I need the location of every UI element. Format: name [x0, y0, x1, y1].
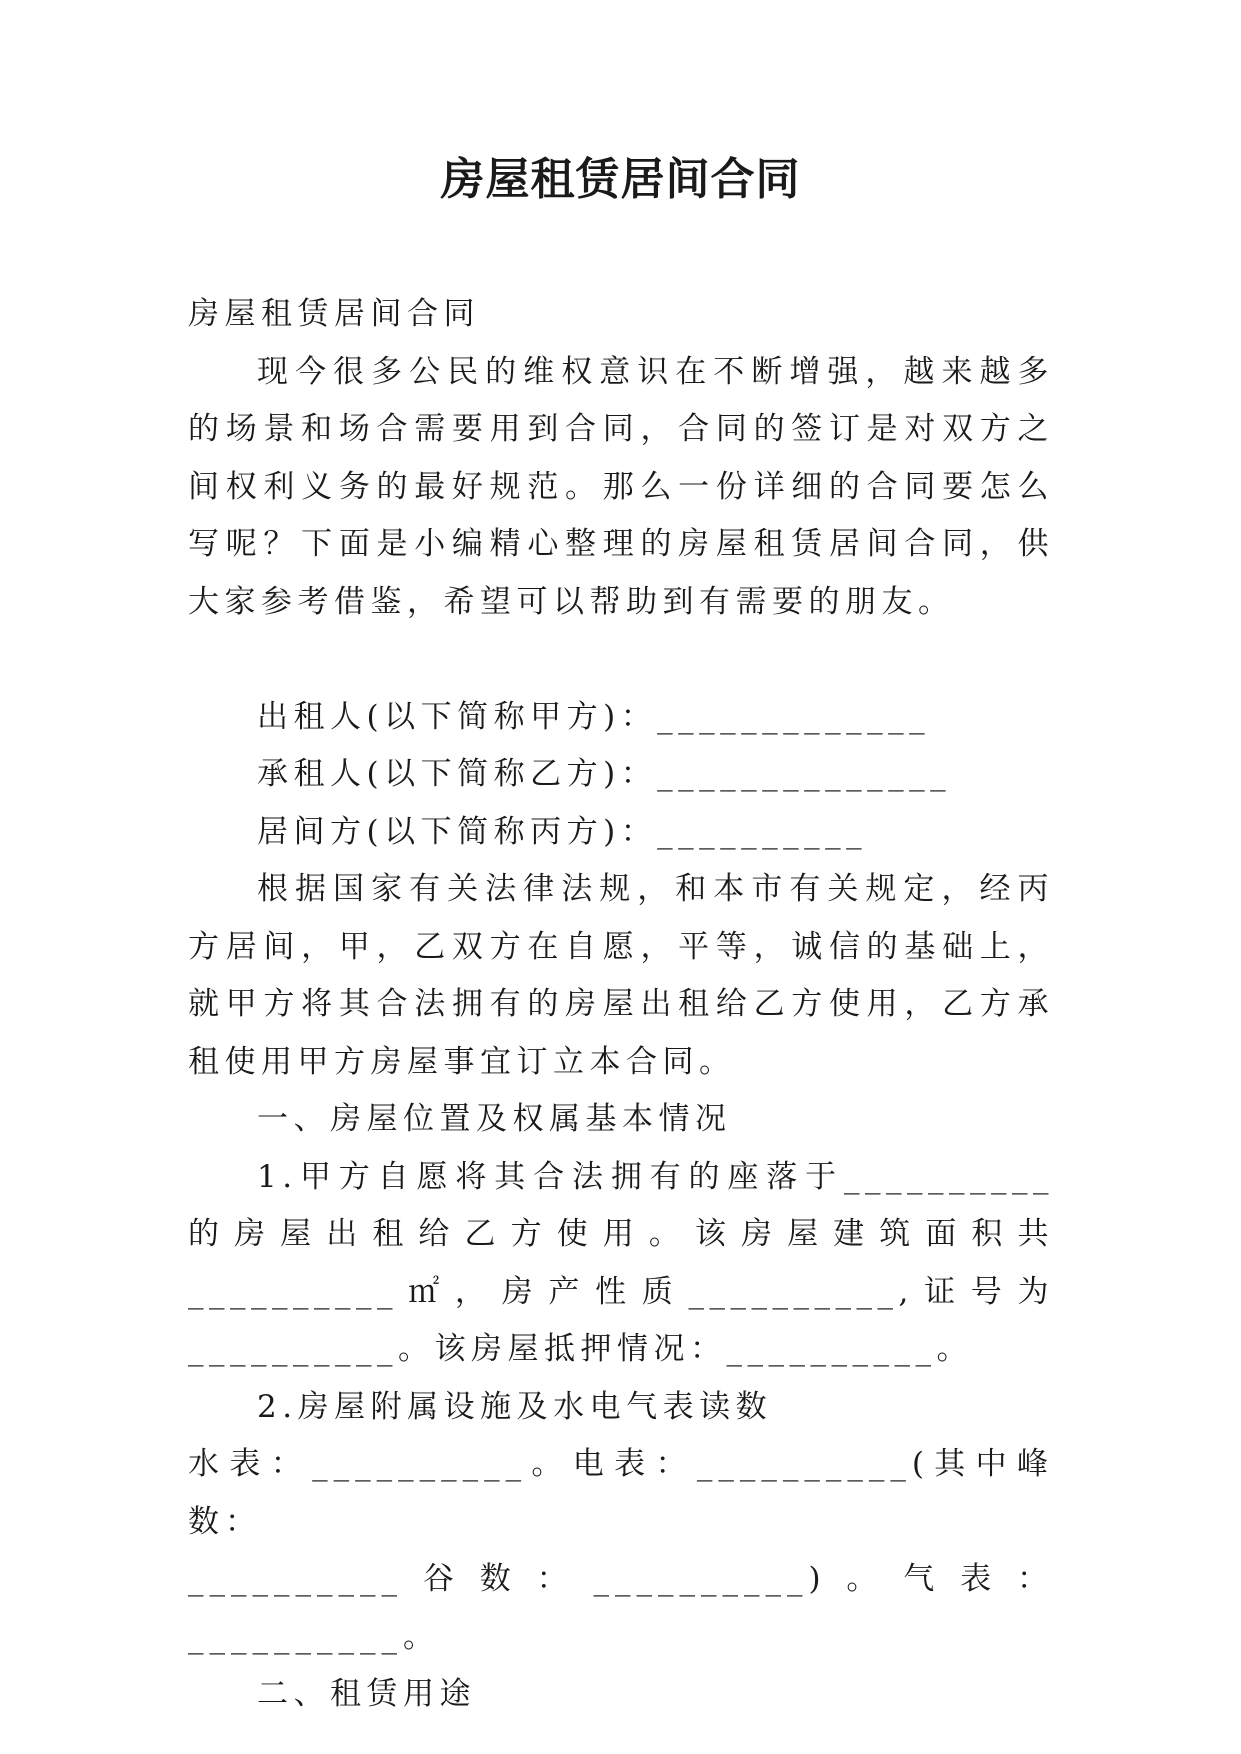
intro-paragraph: 现今很多公民的维权意识在不断增强，越来越多的场景和场合需要用到合同，合同的签订是对双方之间权利义务的最好规范。那么一份详细的合同要怎么写呢？下面是小编精心整理的房屋租赁居间合同，供大家参考借鉴，希望可以帮助到有需要的朋友。 [188, 353, 1054, 620]
party-b-line: 承租人(以下简称乙方)：______________ [257, 756, 952, 792]
clause-1-paragraph: 1.甲方自愿将其合法拥有的座落于__________的房屋出租给乙方使用。该房屋建筑面积共__________㎡，房产性质__________,证号为__________。该房屋抵押情况：__________。 [188, 1158, 1054, 1367]
basis-paragraph: 根据国家有关法律法规，和本市有关规定，经丙方居间，甲，乙双方在自愿，平等，诚信的基础上，就甲方将其合法拥有的房屋出租给乙方使用，乙方承租使用甲方房屋事宜订立本合同。 [188, 871, 1054, 1080]
meter-readings-line-1: 水表：__________。电表：__________(其中峰数： [188, 1446, 1054, 1540]
section-2-heading: 二、租赁用途 [257, 1676, 476, 1712]
clause-2-heading: 2.房屋附属设施及水电气表读数 [257, 1388, 773, 1425]
meter-readings-line-2: __________谷数：__________)。气表：__________。 [188, 1561, 1054, 1655]
document-subtitle: 房屋租赁居间合同 [188, 296, 480, 332]
section-1-heading: 一、房屋位置及权属基本情况 [257, 1101, 732, 1137]
party-a-line: 出租人(以下简称甲方)：_____________ [257, 698, 931, 735]
document-title: 房屋租赁居间合同 [440, 154, 801, 205]
paragraph-spacer [188, 631, 1054, 689]
document-body [188, 286, 1054, 1724]
party-c-line: 居间方(以下简称丙方)：__________ [257, 813, 868, 850]
